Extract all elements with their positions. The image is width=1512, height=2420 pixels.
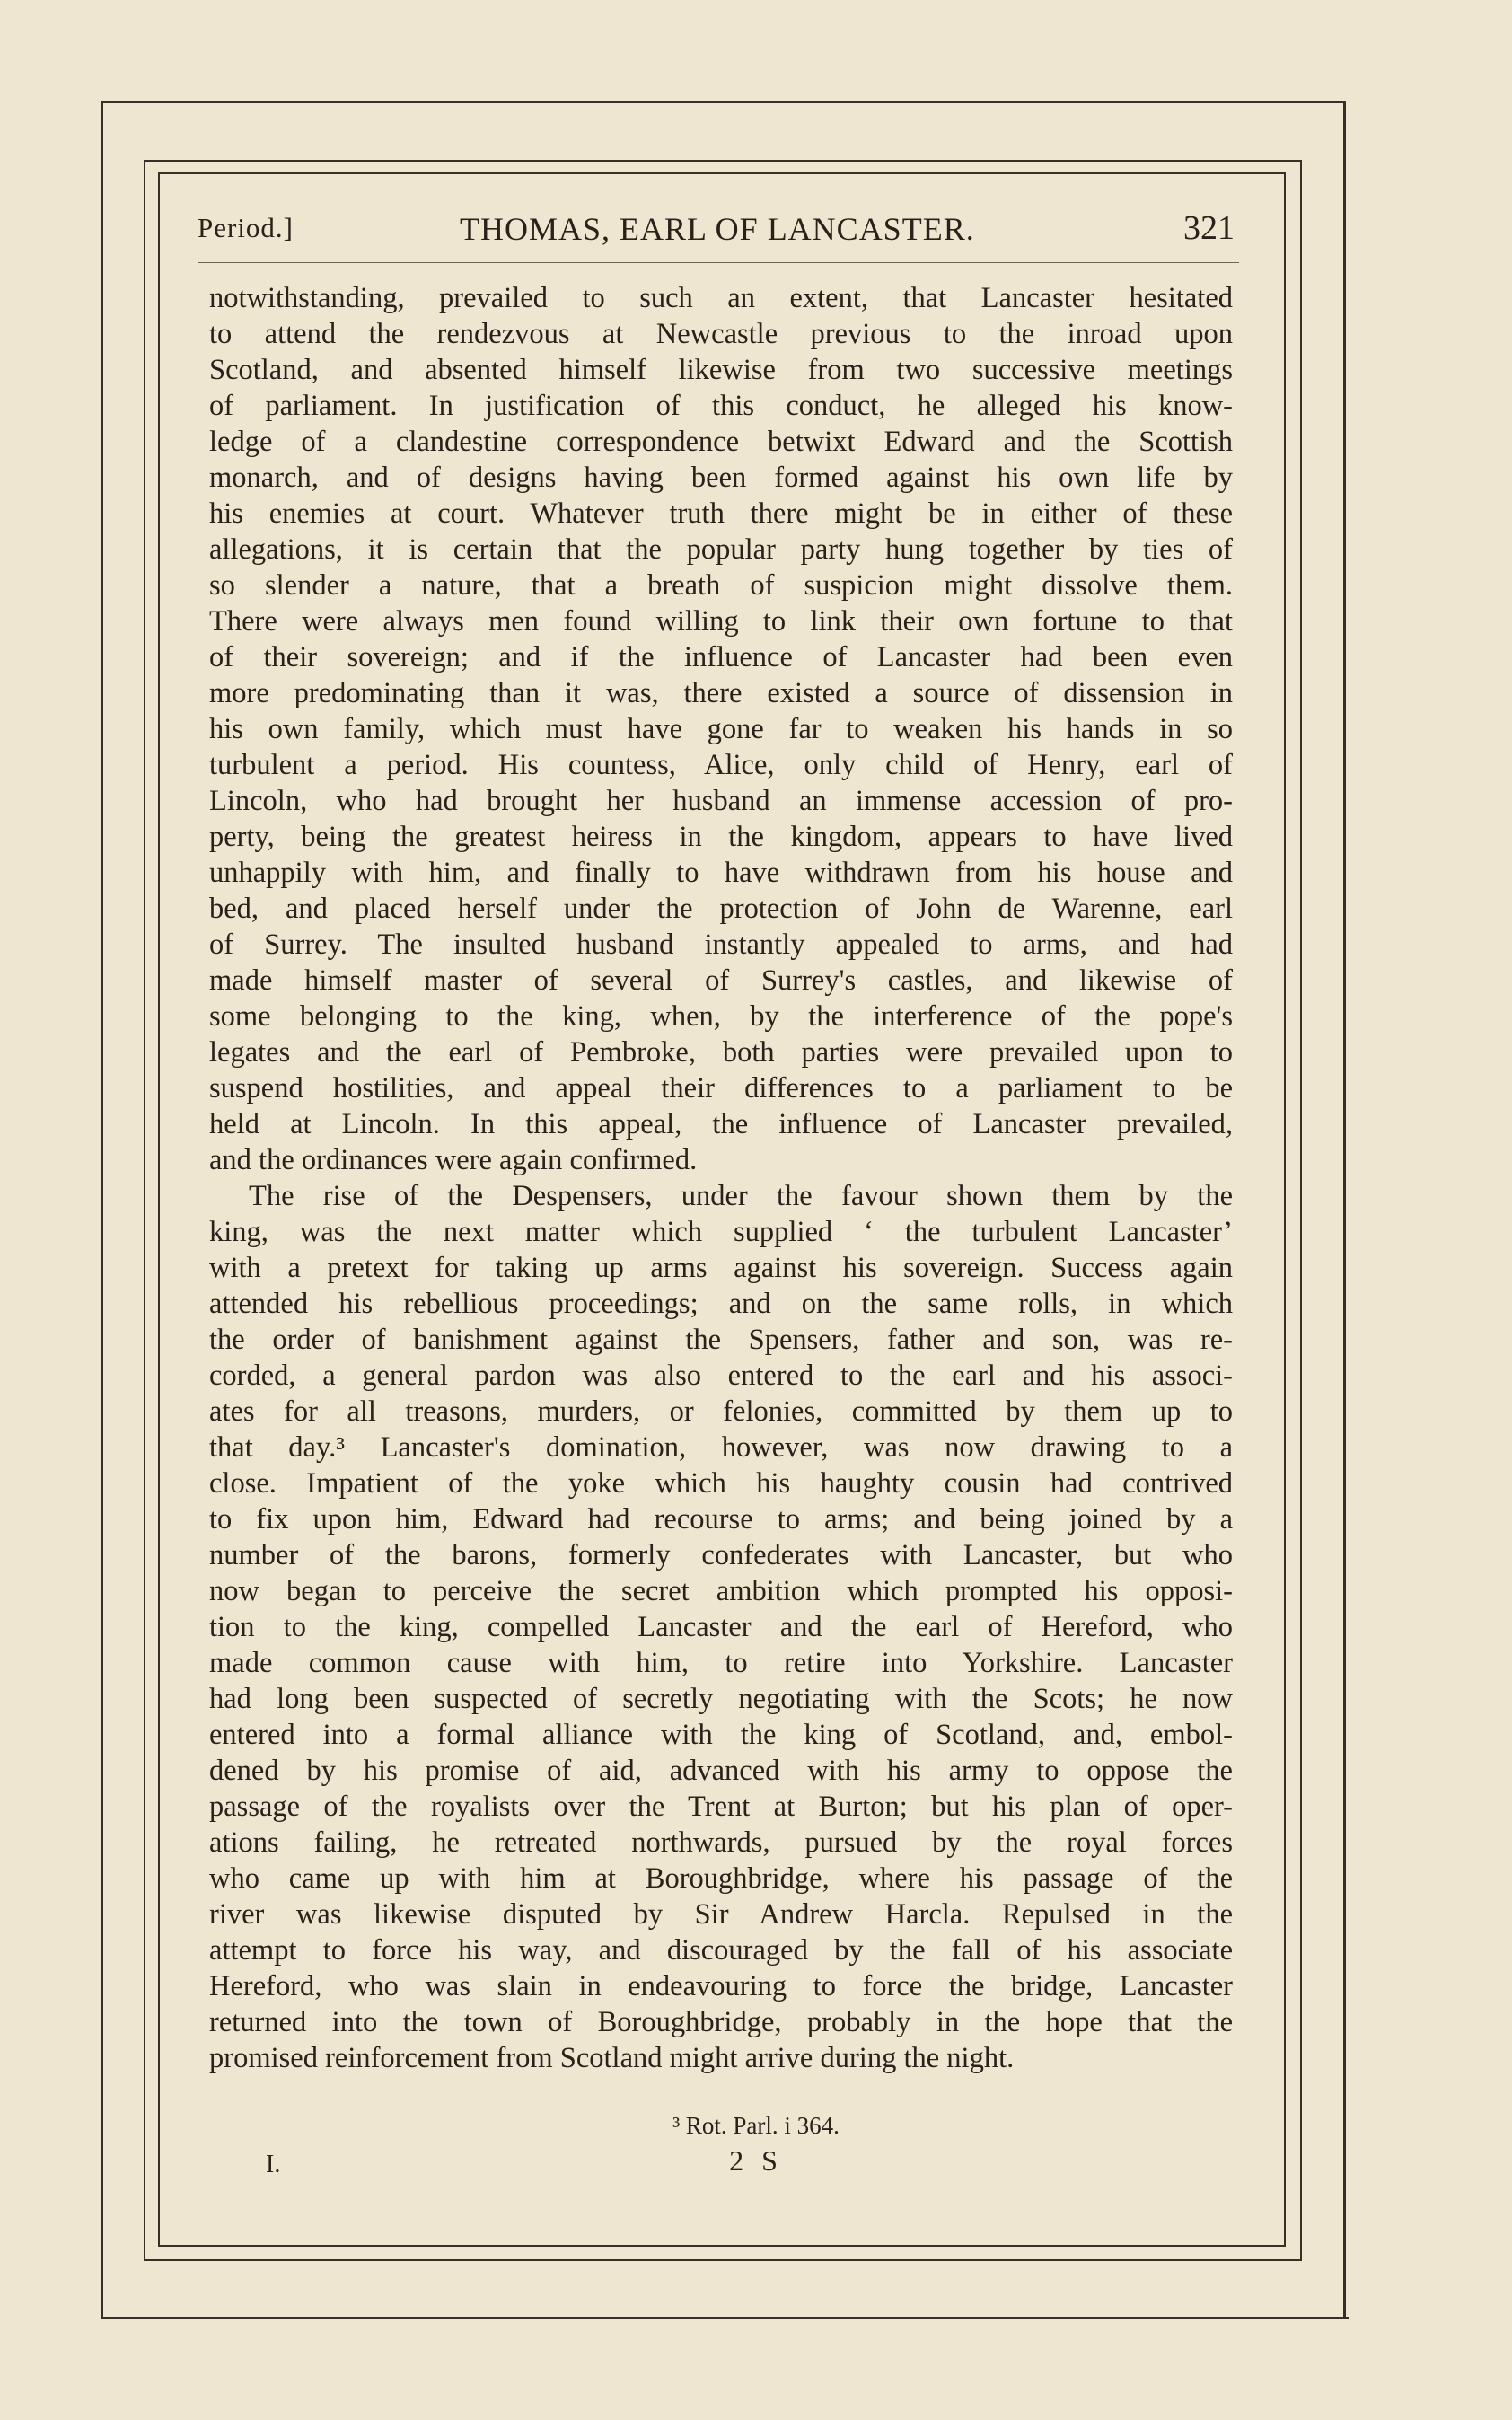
text-line: of parliament. In justification of this conduct, he alleged his know- — [209, 390, 1233, 422]
text-line: that day.³ Lancaster's domination, however, was now drawing to a — [209, 1431, 1233, 1464]
text-line: to fix upon him, Edward had recourse to arms; and being joined by a — [209, 1503, 1233, 1536]
inner-frame-right — [1300, 160, 1302, 2261]
page-frame-left — [158, 172, 160, 2247]
text-line: turbulent a period. His countess, Alice, only child of Henry, earl of — [209, 749, 1233, 781]
section-marker: Period.] — [198, 212, 294, 243]
text-line: Scotland, and absented himself likewise from two successive meetings — [209, 354, 1233, 386]
text-line: bed, and placed herself under the protection of John de Warenne, earl — [209, 893, 1233, 925]
outer-frame-top — [101, 101, 1345, 103]
text-line: returned into the town of Boroughbridge, probably in the hope that the — [209, 2006, 1233, 2038]
text-line: of their sovereign; and if the influence of Lancaster had been even — [209, 641, 1233, 673]
header-rule — [198, 262, 1239, 263]
text-line: close. Impatient of the yoke which his haughty cousin had contrived — [209, 1467, 1233, 1500]
text-line: passage of the royalists over the Trent at Burton; but his plan of oper- — [209, 1791, 1233, 1823]
running-header — [198, 207, 1235, 260]
text-line: suspend hostilities, and appeal their differences to a parliament to be — [209, 1072, 1233, 1104]
page-number: 321 — [1183, 209, 1235, 247]
text-line: attended his rebellious proceedings; and on the same rolls, in which — [209, 1288, 1233, 1320]
footnote: ³ Rot. Parl. i 364. — [672, 2112, 840, 2139]
text-line: legates and the earl of Pembroke, both parties were prevailed upon to — [209, 1036, 1233, 1069]
volume-mark: I. — [266, 2151, 281, 2178]
text-line: Lincoln, who had brought her husband an immense accession of pro- — [209, 785, 1233, 817]
text-line: his own family, which must have gone far to weaken his hands in so — [209, 713, 1233, 745]
text-line: allegations, it is certain that the popular party hung together by ties of — [209, 533, 1233, 566]
text-line: so slender a nature, that a breath of suspicion might dissolve them. — [209, 569, 1233, 602]
text-line: and the ordinances were again confirmed. — [209, 1144, 698, 1176]
text-line: the order of banishment against the Spensers, father and son, was re- — [209, 1324, 1233, 1356]
text-line: of Surrey. The insulted husband instantly appealed to arms, and had — [209, 928, 1233, 961]
text-line: had long been suspected of secretly negotiating with the Scots; he now — [209, 1683, 1233, 1715]
text-line: with a pretext for taking up arms against his sovereign. Success again — [209, 1252, 1233, 1284]
inner-frame-top — [144, 160, 1300, 162]
page-title: THOMAS, EARL OF LANCASTER. — [460, 211, 975, 247]
text-line: There were always men found willing to link their own fortune to that — [209, 605, 1233, 638]
outer-frame-bottom — [101, 2317, 1349, 2319]
page-frame-right — [1284, 172, 1286, 2247]
text-line: now began to perceive the secret ambition which prompted his opposi- — [209, 1575, 1233, 1607]
outer-frame-right — [1343, 101, 1346, 2319]
text-line: river was likewise disputed by Sir Andrew Harcla. Repulsed in the — [209, 1898, 1233, 1931]
text-line: made himself master of several of Surrey's castles, and likewise of — [209, 964, 1233, 997]
outer-frame-left — [101, 101, 103, 2319]
text-line: notwithstanding, prevailed to such an extent, that Lancaster hesitated — [209, 282, 1233, 314]
text-line: ledge of a clandestine correspondence betwixt Edward and the Scottish — [209, 426, 1233, 458]
text-line: corded, a general pardon was also entered to the earl and his associ- — [209, 1360, 1233, 1392]
text-line: made common cause with him, to retire into Yorkshire. Lancaster — [209, 1647, 1233, 1679]
text-line: promised reinforcement from Scotland might arrive during the night. — [209, 2042, 1015, 2074]
text-line: unhappily with him, and finally to have withdrawn from his house and — [209, 857, 1233, 889]
text-line: held at Lincoln. In this appeal, the influence of Lancaster prevailed, — [209, 1108, 1233, 1140]
body-text — [209, 280, 1233, 2076]
page-frame-top — [158, 172, 1284, 174]
text-line: to attend the rendezvous at Newcastle previous to the inroad upon — [209, 318, 1233, 350]
signature-mark: 2 S — [729, 2144, 783, 2177]
text-line: who came up with him at Boroughbridge, where his passage of the — [209, 1862, 1233, 1895]
text-line: entered into a formal alliance with the king of Scotland, and, embol- — [209, 1719, 1233, 1751]
text-line: his enemies at court. Whatever truth there might be in either of these — [209, 497, 1233, 530]
text-line: monarch, and of designs having been formed against his own life by — [209, 462, 1233, 494]
text-line: ations failing, he retreated northwards, pursued by the royal forces — [209, 1826, 1233, 1859]
text-line: ates for all treasons, murders, or felonies, committed by them up to — [209, 1395, 1233, 1428]
page-frame-bottom — [158, 2245, 1286, 2247]
text-line: attempt to force his way, and discouraged by the fall of his associate — [209, 1934, 1233, 1967]
text-line: more predominating than it was, there existed a source of dissension in — [209, 677, 1233, 709]
text-line: king, was the next matter which supplied ‘ the turbulent Lancaster’ — [209, 1216, 1233, 1248]
text-line: perty, being the greatest heiress in the kingdom, appears to have lived — [209, 821, 1233, 853]
text-line: number of the barons, formerly confederates with Lancaster, but who — [209, 1539, 1233, 1571]
text-line: Hereford, who was slain in endeavouring to force the bridge, Lancaster — [209, 1970, 1233, 2002]
text-line: some belonging to the king, when, by the interference of the pope's — [209, 1000, 1233, 1033]
text-line: dened by his promise of aid, advanced with his army to oppose the — [209, 1755, 1233, 1787]
inner-frame-bottom — [144, 2259, 1302, 2261]
inner-frame-left — [144, 160, 145, 2261]
text-line: tion to the king, compelled Lancaster and the earl of Hereford, who — [209, 1611, 1233, 1643]
text-line: The rise of the Despensers, under the favour shown them by the — [249, 1180, 1233, 1212]
